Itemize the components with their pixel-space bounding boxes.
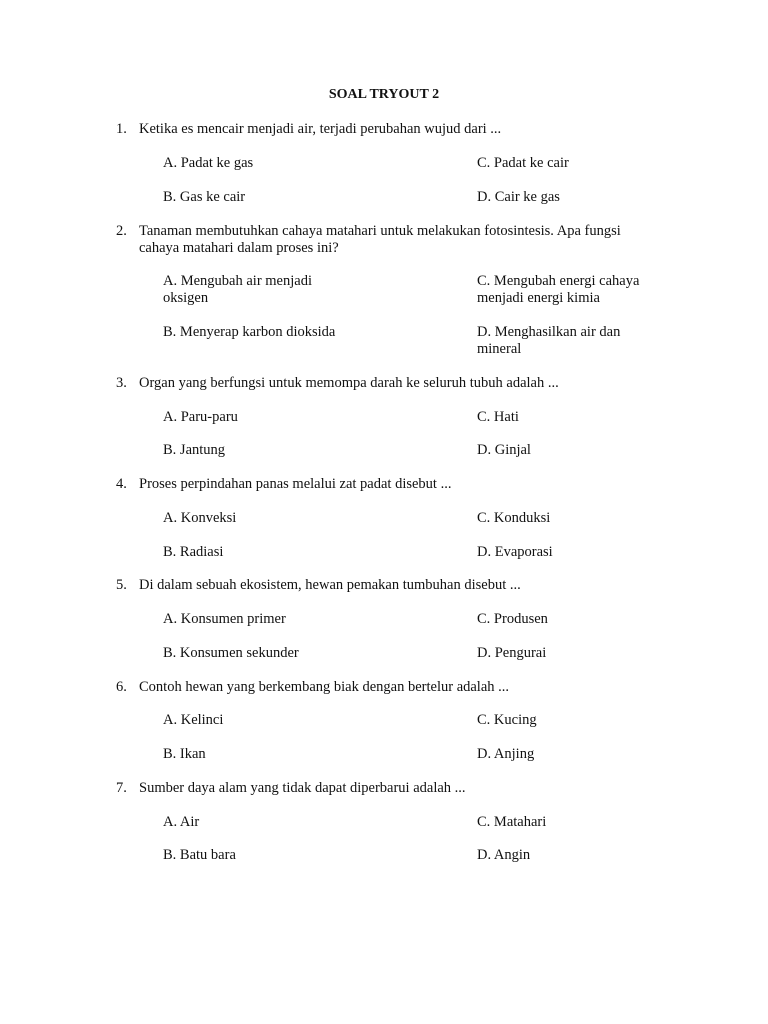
- question-number: 4.: [116, 476, 127, 492]
- option-b: B. Gas ke cair: [163, 189, 246, 205]
- document-title: SOAL TRYOUT 2: [328, 87, 440, 102]
- option-d: D. Evaporasi: [477, 544, 553, 560]
- option-a: A. Konveksi: [163, 510, 237, 526]
- question-5: [116, 577, 656, 594]
- question-text: Proses perpindahan panas melalui zat padat disebut ...: [139, 476, 452, 492]
- question-1: [116, 121, 656, 138]
- question-4: [116, 476, 656, 493]
- option-a: A. Padat ke gas: [163, 155, 254, 171]
- option-a: A. Kelinci: [163, 712, 224, 728]
- option-c: C. Produsen: [477, 611, 548, 627]
- option-d: D. Menghasilkan air dan mineral: [477, 324, 621, 357]
- question-text: Tanaman membutuhkan cahaya matahari untuk melakukan fotosintesis. Apa fungsi cahaya matahari dalam proses ini?: [139, 223, 621, 256]
- option-a: A. Paru-paru: [163, 409, 238, 425]
- option-c: C. Matahari: [477, 814, 547, 830]
- question-2: [116, 223, 656, 257]
- option-c: C. Mengubah energi cahaya menjadi energi kimia: [477, 273, 640, 306]
- question-number: 2.: [116, 223, 127, 239]
- question-text: Ketika es mencair menjadi air, terjadi perubahan wujud dari ...: [139, 121, 502, 137]
- option-b: B. Ikan: [163, 746, 206, 762]
- question-text: Organ yang berfungsi untuk memompa darah ke seluruh tubuh adalah ...: [139, 375, 559, 391]
- question-number: 5.: [116, 577, 127, 593]
- question-number: 6.: [116, 679, 127, 695]
- question-number: 3.: [116, 375, 127, 391]
- option-d: D. Angin: [477, 847, 531, 863]
- option-b: B. Konsumen sekunder: [163, 645, 299, 661]
- question-3: [116, 375, 656, 392]
- option-b: B. Menyerap karbon dioksida: [163, 324, 336, 340]
- option-c: C. Hati: [477, 409, 519, 425]
- option-d: D. Anjing: [477, 746, 535, 762]
- option-b: B. Batu bara: [163, 847, 236, 863]
- option-b: B. Radiasi: [163, 544, 224, 560]
- option-d: D. Ginjal: [477, 442, 531, 458]
- option-b: B. Jantung: [163, 442, 226, 458]
- option-a: A. Konsumen primer: [163, 611, 286, 627]
- question-number: 7.: [116, 780, 127, 796]
- option-d: D. Pengurai: [477, 645, 547, 661]
- option-a: A. Mengubah air menjadi oksigen: [163, 273, 312, 306]
- question-number: 1.: [116, 121, 127, 137]
- option-c: C. Konduksi: [477, 510, 551, 526]
- option-a: A. Air: [163, 814, 200, 830]
- question-6: [116, 679, 656, 696]
- option-c: C. Kucing: [477, 712, 537, 728]
- question-text: Sumber daya alam yang tidak dapat diperbarui adalah ...: [139, 780, 466, 796]
- question-text: Di dalam sebuah ekosistem, hewan pemakan tumbuhan disebut ...: [139, 577, 521, 593]
- option-d: D. Cair ke gas: [477, 189, 560, 205]
- option-c: C. Padat ke cair: [477, 155, 569, 171]
- question-text: Contoh hewan yang berkembang biak dengan bertelur adalah ...: [139, 679, 510, 695]
- question-7: [116, 780, 656, 797]
